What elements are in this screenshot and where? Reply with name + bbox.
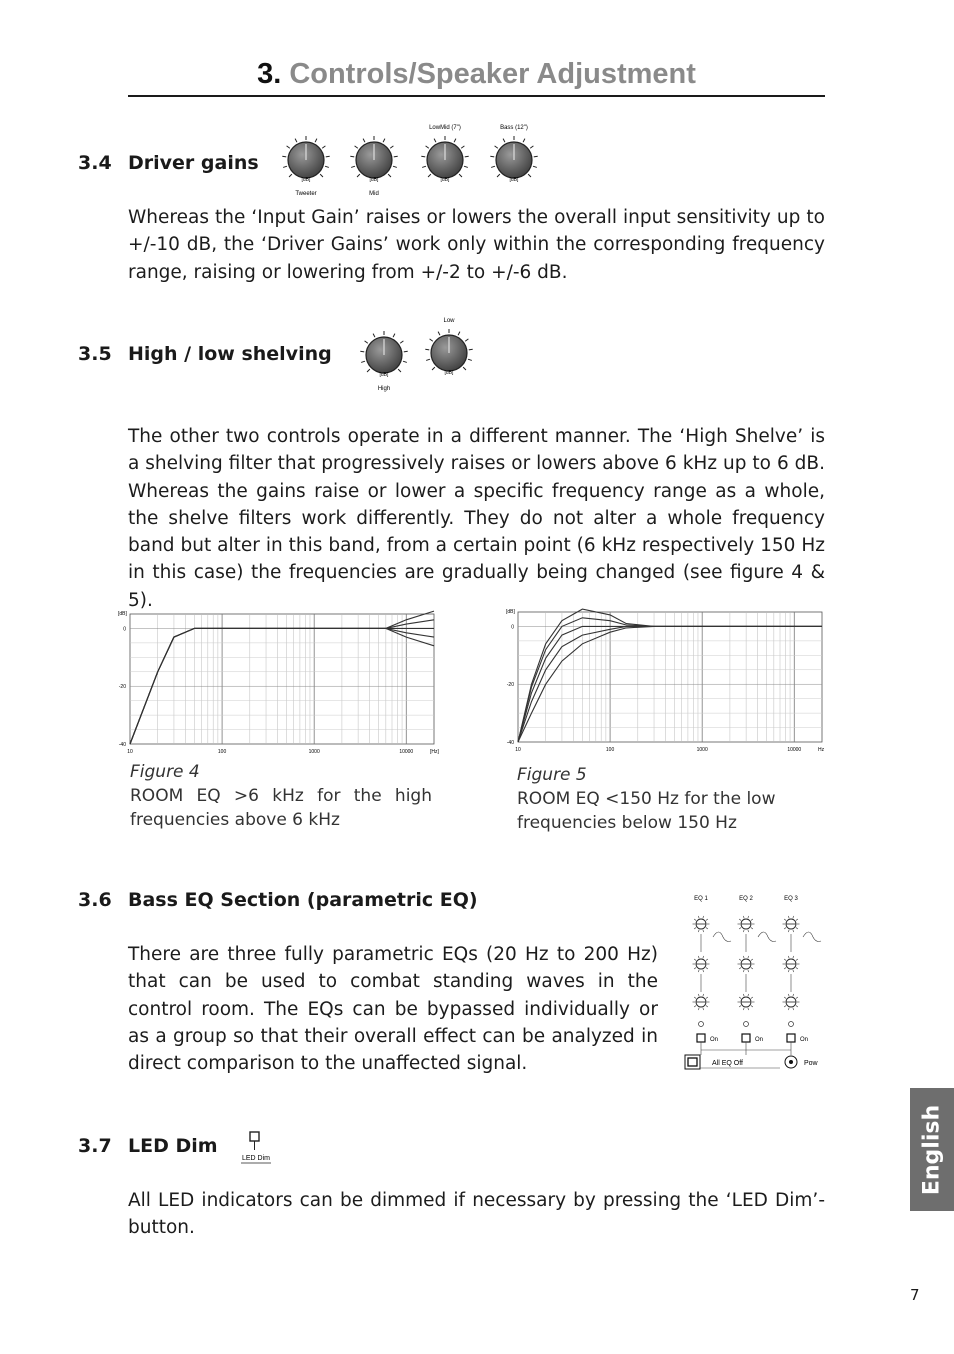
figure-5-caption: ROOM EQ <150 Hz for the low frequencies below 150 Hz [517,789,776,833]
eq-led-icon [744,1022,749,1027]
power-led-icon [789,1060,793,1064]
figure-5-caption-block [517,763,797,835]
shelving-knob-2 [425,329,472,376]
eq-curve-icon [713,932,731,942]
section-3-5-title: High / low shelving [128,343,332,365]
svg-text:[dB]: [dB] [369,177,379,183]
chapter-number: 3. [257,58,282,90]
eq-column-1 [693,916,732,1055]
knob-label-tweeter: Tweeter [295,191,317,197]
language-tab [910,1088,954,1211]
driver-gain-knobs [276,122,546,198]
x-unit-label: Hz [818,747,825,752]
all-eq-off-button [688,1058,697,1066]
eq-curve-icon [758,932,776,942]
eq-on-button [742,1034,750,1042]
section-3-7-body: All LED indicators can be dimmed if necessary by pressing the ‘LED Dim’-button. [128,1190,825,1239]
eq-column-2 [738,916,777,1055]
knob-label-lowmid: LowMid (7") [429,125,461,131]
page-number: 7 [910,1286,920,1304]
x-tick-label: 10 [127,749,133,754]
y-tick-label: -40 [506,740,514,746]
page-title [128,58,825,91]
eq-column-3 [783,916,822,1055]
svg-text:[dB]: [dB] [301,177,311,183]
led-dim-button-icon [238,1130,274,1166]
section-3-5-body: The other two controls operate in a different manner. The ‘High Shelve’ is a shelving filter that progressively raises or lowers above 6 kHz up to 6 dB. Whereas the gains raise or lower a specific frequency range as a whole, the shelve filters work differently. They do not alter a whole frequency band but alter in this band, from a certain point (6 kHz respectively 150 Hz in this case) the frequencies are gradually being changed (see figure 4 & 5). [128,426,825,611]
x-tick-label: 1000 [696,747,708,752]
x-tick-label: 10000 [787,747,802,752]
eq-led-icon [789,1022,794,1027]
figure-5-label: Figure 5 [517,765,587,785]
section-3-7-title: LED Dim [128,1135,218,1157]
knob-label-mid: Mid [369,191,379,197]
section-3-4-number: 3.4 [78,152,112,174]
x-tick-label: 100 [605,747,615,752]
figure-4-caption-block [130,760,432,832]
knob-label-low: Low [443,318,455,324]
y-tick-label: 0 [123,626,126,633]
driver-gain-knob-3 [421,136,468,183]
y-tick-label: 0 [511,624,514,631]
pow-label: Pow [804,1060,818,1067]
eq3-on-label: On [800,1037,809,1043]
y-unit-label: [dB] [118,611,127,617]
x-tick-label: 10000 [399,749,414,754]
shelving-knobs [354,313,484,393]
figure-4-label: Figure 4 [130,762,200,782]
eq-on-button [697,1034,705,1042]
section-3-6-title: Bass EQ Section (parametric EQ) [128,889,478,911]
language-label: English [919,1104,945,1195]
eq-led-icon [699,1022,704,1027]
driver-gain-knob-4 [490,136,537,183]
eq-on-button [787,1034,795,1042]
x-tick-label: 100 [217,749,227,754]
all-eq-off-label: All EQ Off [712,1060,743,1067]
svg-text:[dB]: [dB] [509,177,519,183]
chapter-title: Controls/Speaker Adjustment [289,58,696,90]
led-dim-button-label: LED Dim [241,1155,271,1162]
svg-text:[dB]: [dB] [444,370,454,376]
eq1-on-label: On [710,1037,719,1043]
knob-label-high: High [377,386,391,392]
plot-area [518,612,822,742]
eq2-label: EQ 2 [739,896,753,902]
plot-area [130,614,434,744]
bass-eq-panel [680,892,825,1072]
driver-gain-knob-2 [350,136,397,183]
knob-label-bass: Bass (12") [500,125,528,131]
y-tick-label: -40 [118,742,126,748]
shelving-knob-1 [360,331,407,378]
section-3-5-number: 3.5 [78,343,112,365]
section-3-4-title: Driver gains [128,152,259,174]
figure-4-caption: ROOM EQ >6 kHz for the high frequencies above 6 kHz [130,786,432,830]
svg-text:[dB]: [dB] [379,372,389,378]
y-tick-label: -20 [118,684,126,691]
x-unit-label: [Hz] [430,749,439,754]
x-tick-label: 10 [515,747,521,752]
all-eq-off-frame [685,1055,700,1069]
y-tick-label: -20 [506,682,514,689]
svg-text:[dB]: [dB] [440,177,450,183]
figure-5-chart [500,604,830,752]
x-tick-label: 1000 [308,749,320,754]
title-rule [128,95,825,97]
eq2-on-label: On [755,1037,764,1043]
driver-gain-knob-1 [282,136,329,183]
figure-4-chart [112,606,442,754]
section-3-4-body: Whereas the ‘Input Gain’ raises or lowers the overall input sensitivity up to +/-10 dB, the ‘Driver Gains’ work only within the corresponding frequency range, raising or lowering from +/-2 to +/-6 dB. [128,207,825,283]
section-3-6-body: There are three fully parametric EQs (20 Hz to 200 Hz) that can be used to combat standing waves in the control room. The EQs can be bypassed individually or as a group so that their overall effect can be analyzed in direct comparison to the unaffected signal. [128,944,658,1075]
y-unit-label: [dB] [506,609,515,615]
eq3-label: EQ 3 [784,896,798,902]
section-3-6-number: 3.6 [78,889,112,911]
section-3-7-number: 3.7 [78,1135,112,1157]
eq1-label: EQ 1 [694,896,708,902]
eq-curve-icon [803,932,821,942]
